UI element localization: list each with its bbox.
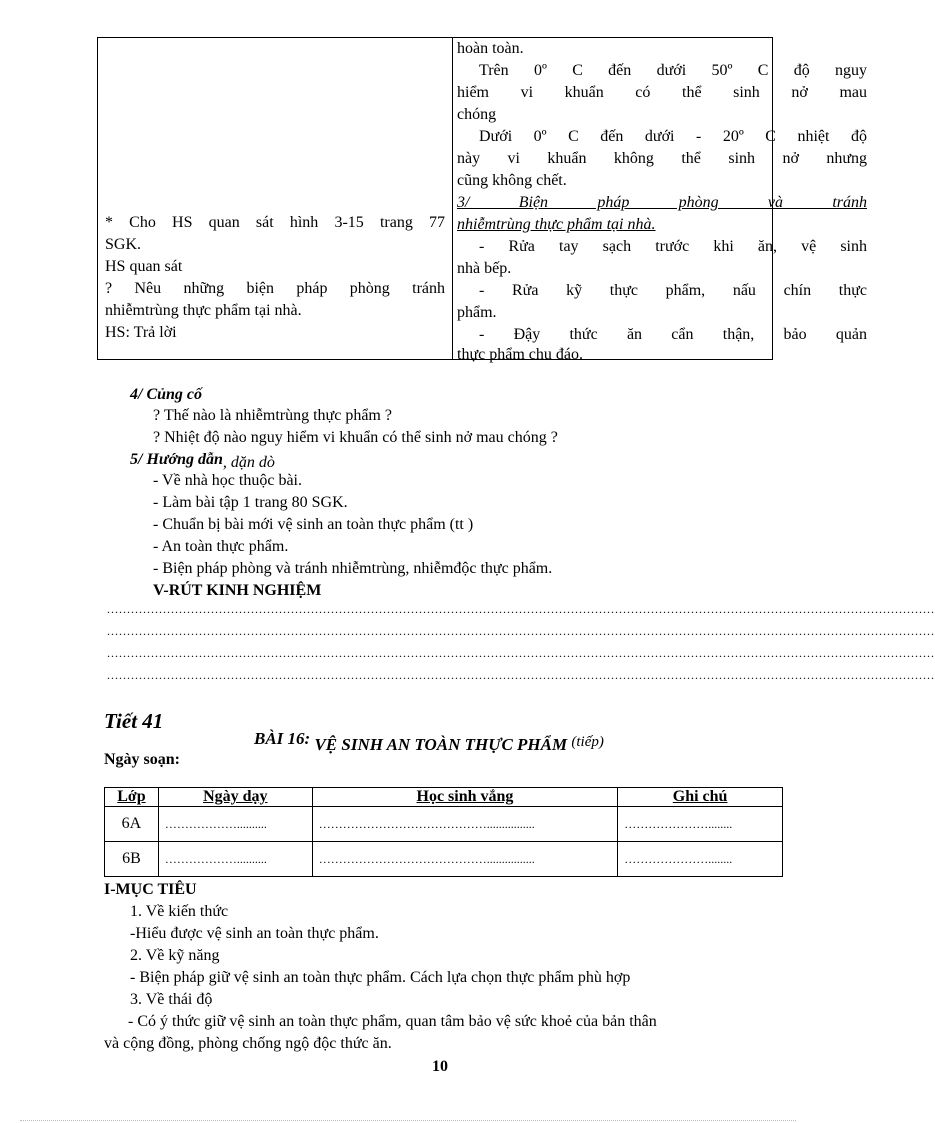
left-text-1: * Cho HS quan sát hình 3-15 trang 77 <box>105 214 445 231</box>
muc-tieu-line: 3. Về thái độ <box>130 991 213 1008</box>
section-3-heading: 3/ Biện pháp phòng và tránh <box>457 194 867 211</box>
header-absent-students: Học sinh vắng <box>312 788 618 807</box>
dotted-line: ............................................................................................................................................................................................................... <box>107 668 935 682</box>
page-number: 10 <box>432 1058 448 1075</box>
measure-3: - Đậy thức ăn cẩn thận, bảo quản <box>479 326 867 343</box>
right-text-1: hoàn toàn. <box>457 40 524 57</box>
date-cell: ……………….......... <box>158 842 312 877</box>
left-text-5: nhiễmtrùng thực phẩm tại nhà. <box>105 302 302 319</box>
date-cell: ……………….......... <box>158 807 312 842</box>
right-text-7: cũng không chết. <box>457 172 567 189</box>
huong-dan-heading-bold: 5/ Hướng dẫn <box>130 451 223 468</box>
muc-tieu-line: - Có ý thức giữ vệ sinh an toàn thực phẩm, quan tâm bảo vệ sức khoẻ của bản thân <box>128 1013 657 1030</box>
huong-dan-item: - An toàn thực phẩm. <box>153 538 289 555</box>
attendance-table <box>104 787 783 877</box>
header-teaching-date: Ngày dạy <box>158 788 312 807</box>
column-divider <box>452 38 453 359</box>
attendance-row <box>105 807 783 842</box>
lesson-period: Tiết 41 <box>104 709 164 733</box>
notes-cell: …………………........ <box>618 807 783 842</box>
muc-tieu-line: 1. Về kiến thức <box>130 903 229 920</box>
huong-dan-item: - Biện pháp phòng và tránh nhiễmtrùng, nhiễmđộc thực phẩm. <box>153 560 553 577</box>
left-text-2: SGK. <box>105 236 142 253</box>
page-bottom-rule <box>20 1120 796 1121</box>
cung-co-question-1: ? Thế nào là nhiễmtrùng thực phẩm ? <box>153 407 392 424</box>
header-notes: Ghi chú <box>618 788 783 807</box>
top-table <box>97 37 867 363</box>
left-text-3: HS quan sát <box>105 258 183 275</box>
measure-1-cont: nhà bếp. <box>457 260 512 277</box>
huong-dan-item: - Chuẩn bị bài mới vệ sinh an toàn thực phẩm (tt ) <box>153 516 474 533</box>
absent-cell: ……………………………………................ <box>312 807 618 842</box>
attendance-row <box>105 842 783 877</box>
left-text-6: HS: Trả lời <box>105 324 177 341</box>
right-text-4: chóng <box>457 106 497 123</box>
muc-tieu-heading: I-MỤC TIÊU <box>104 881 197 898</box>
muc-tieu-line: 2. Về kỹ năng <box>130 947 220 964</box>
absent-cell: ……………………………………................ <box>312 842 618 877</box>
header-class: Lớp <box>105 788 159 807</box>
attendance-header-row <box>105 788 783 807</box>
class-cell: 6B <box>105 842 159 877</box>
left-text-4: ? Nêu những biện pháp phòng tránh <box>105 280 445 297</box>
lesson-suffix: (tiếp) <box>571 734 604 750</box>
dotted-line: ............................................................................................................................................................................................................... <box>107 646 935 660</box>
dotted-line: ............................................................................................................................................................................................................... <box>107 624 935 638</box>
muc-tieu-line: và cộng đồng, phòng chống ngộ độc thức ăn. <box>104 1035 392 1052</box>
lesson-number: BÀI 16: <box>254 729 311 748</box>
measure-2-cont: phẩm. <box>457 304 497 321</box>
right-text-6: này vi khuẩn không thể sinh nở nhưng <box>457 150 867 167</box>
notes-cell: …………………........ <box>618 842 783 877</box>
right-text-2: Trên 0º C đến dưới 50º C độ nguy <box>479 62 867 79</box>
lesson-name: VỆ SINH AN TOÀN THỰC PHẨM <box>314 735 568 754</box>
section-3-heading-cont: nhiễmtrùng thực phẩm tại nhà. <box>457 216 656 233</box>
huong-dan-item: - Về nhà học thuộc bài. <box>153 472 302 489</box>
measure-1: - Rửa tay sạch trước khi ăn, vệ sinh <box>479 238 867 255</box>
muc-tieu-line: - Biện pháp giữ vệ sinh an toàn thực phẩm. Cách lựa chọn thực phẩm phù hợp <box>130 969 631 986</box>
class-cell: 6A <box>105 807 159 842</box>
cung-co-question-2: ? Nhiệt độ nào nguy hiểm vi khuẩn có thể sinh nở mau chóng ? <box>153 429 558 446</box>
muc-tieu-line: -Hiểu được vệ sinh an toàn thực phẩm. <box>130 925 379 942</box>
measure-3-cont: thực phẩm chu đáo. <box>457 346 583 363</box>
huong-dan-heading-rest: , dặn dò <box>222 454 275 471</box>
lesson-title <box>254 729 604 754</box>
ngay-soan-label: Ngày soạn: <box>104 751 181 768</box>
dotted-line: ............................................................................................................................................................................................................... <box>107 602 935 616</box>
huong-dan-item: - Làm bài tập 1 trang 80 SGK. <box>153 494 348 511</box>
rut-kinh-nghiem-heading: V-RÚT KINH NGHIỆM <box>153 582 322 599</box>
huong-dan-heading <box>130 450 275 470</box>
measure-2: - Rửa kỹ thực phẩm, nấu chín thực <box>479 282 867 299</box>
cung-co-heading: 4/ Củng cố <box>130 386 203 403</box>
right-text-3: hiểm vi khuẩn có thể sinh nở mau <box>457 84 867 101</box>
right-text-5: Dưới 0º C đến dưới - 20º C nhiệt độ <box>479 128 867 145</box>
